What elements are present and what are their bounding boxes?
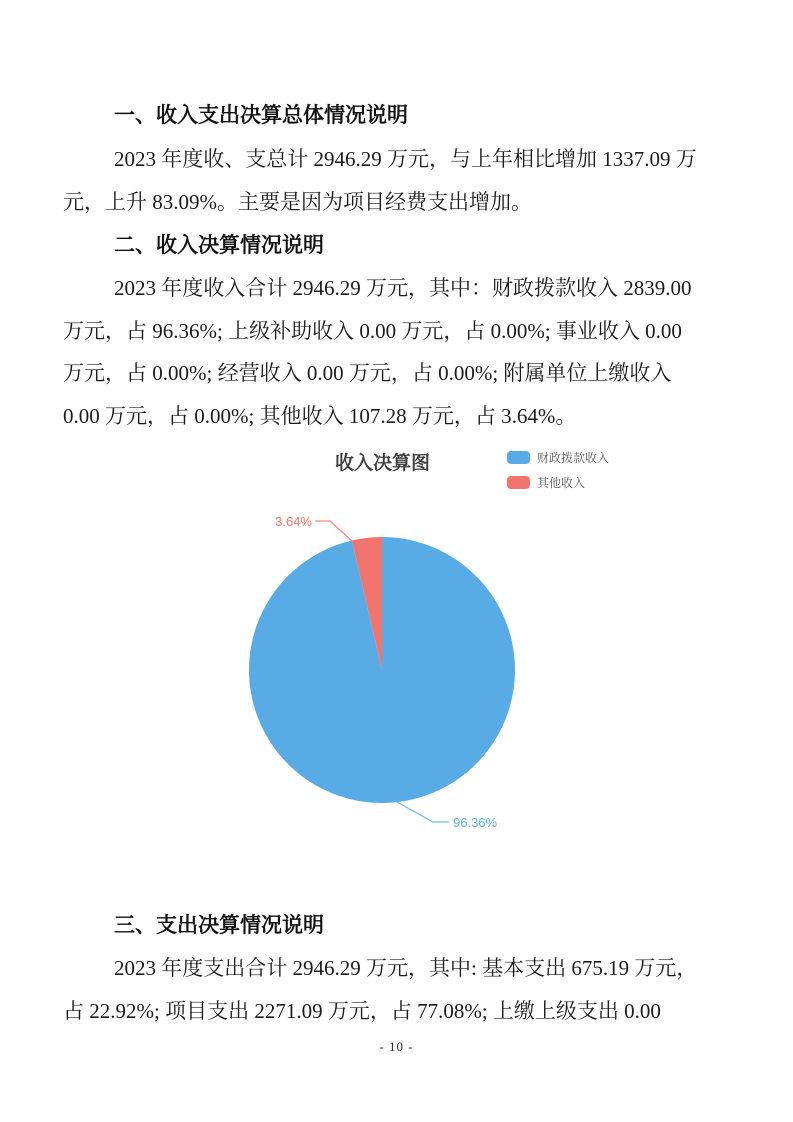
paragraph-line: 2023 年度收、支总计 2946.29 万元，与上年相比增加 1337.09 万 [114,147,697,171]
legend-label: 其他收入 [537,476,586,490]
paragraph-line: 万元，占 0.00%; 经营收入 0.00 万元，占 0.00%; 附属单位上缴收入 [63,361,672,385]
pie-leader-line-other-income [315,521,352,541]
chart-legend [507,449,609,491]
legend-label: 财政拨款收入 [537,451,610,465]
section-2-heading: 二、收入决算情况说明 [114,234,324,257]
paragraph-line: 2023 年度支出合计 2946.29 万元，其中: 基本支出 675.19 万元， [114,956,698,980]
page-number: - 10 - [379,1039,414,1054]
section-1-heading: 一、收入支出决算总体情况说明 [114,104,408,127]
pie-label-other-income-percent: 3.64% [275,514,312,529]
income-pie-chart [220,495,550,840]
paragraph-line: 元，上升 83.09%。主要是因为项目经费支出增加。 [63,190,532,214]
legend-swatch-fiscal-allocation-income [507,451,530,464]
paragraph-line: 0.00 万元，占 0.00%; 其他收入 107.28 万元，占 3.64%。 [63,404,577,428]
legend-item-other-income [507,474,609,491]
pie-leader-line-fiscal-income [397,802,449,822]
chart-title: 收入决算图 [335,453,431,474]
paragraph-line: 占 22.92%; 项目支出 2271.09 万元，占 77.08%; 上缴上级支出 0.00 [63,999,661,1023]
pie-label-fiscal-income-percent: 96.36% [453,815,498,830]
paragraph-line: 2023 年度收入合计 2946.29 万元，其中：财政拨款收入 2839.00 [114,276,692,300]
paragraph-line: 万元，占 96.36%; 上级补助收入 0.00 万元，占 0.00%; 事业收入 0.00 [63,319,682,343]
legend-swatch-other-income [507,476,530,489]
section-3-heading: 三、支出决算情况说明 [114,914,324,937]
legend-item-fiscal-allocation-income [507,449,609,466]
